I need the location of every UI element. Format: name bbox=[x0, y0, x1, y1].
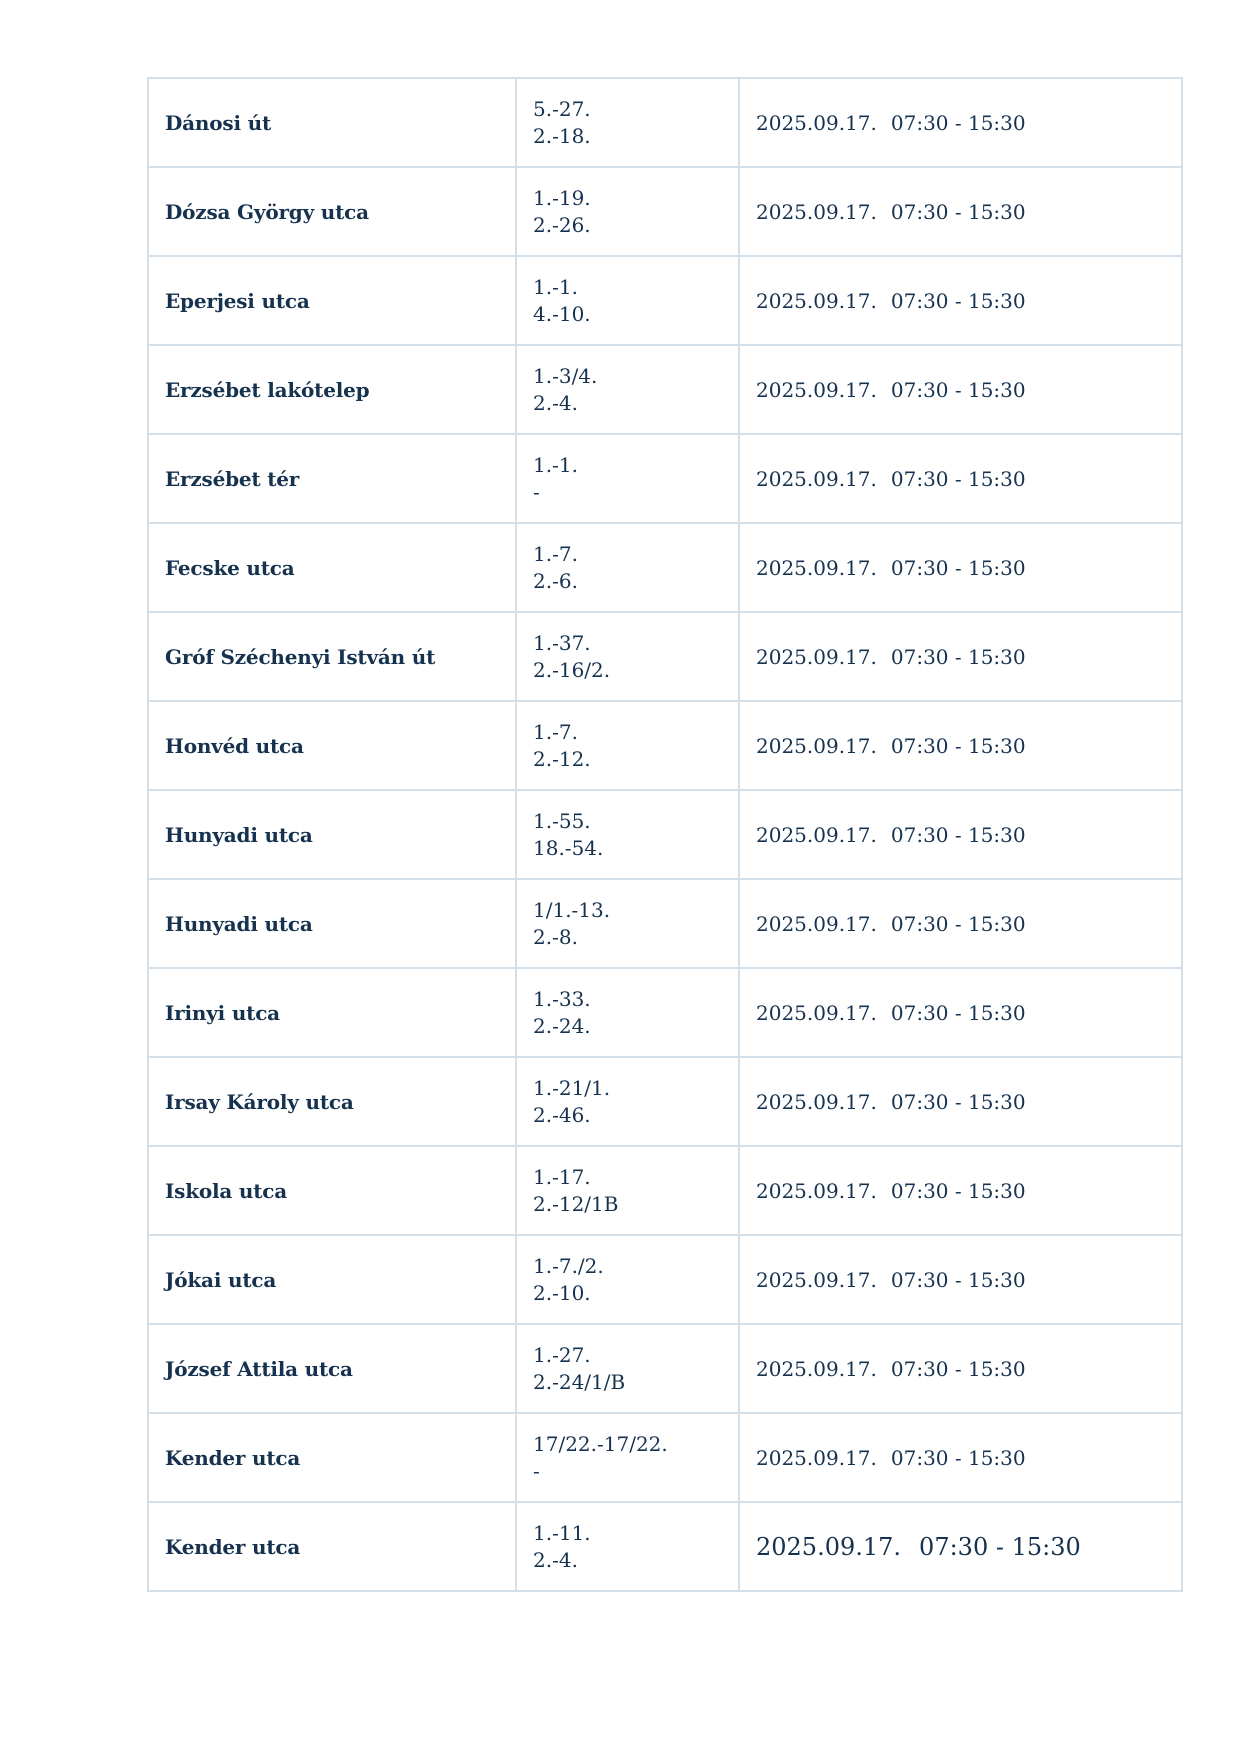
even-house-numbers: 2.-16/2. bbox=[533, 657, 611, 682]
table-row bbox=[148, 256, 1182, 345]
outage-date: 2025.09.17. bbox=[756, 1532, 902, 1561]
outage-time-cell bbox=[739, 879, 1182, 968]
outage-date: 2025.09.17. bbox=[756, 1445, 877, 1470]
outage-date: 2025.09.17. bbox=[756, 1000, 877, 1025]
outage-date: 2025.09.17. bbox=[756, 822, 877, 847]
street-name-cell: Fecske utca bbox=[148, 523, 516, 612]
outage-date: 2025.09.17. bbox=[756, 644, 877, 669]
outage-hours: 07:30 - 15:30 bbox=[890, 644, 1026, 669]
outage-hours: 07:30 - 15:30 bbox=[890, 1445, 1026, 1470]
street-name-cell: Erzsébet tér bbox=[148, 434, 516, 523]
odd-house-numbers: 1.-3/4. bbox=[533, 363, 598, 388]
outage-time-cell bbox=[739, 701, 1182, 790]
table-row bbox=[148, 1057, 1182, 1146]
even-house-numbers: 18.-54. bbox=[533, 835, 604, 860]
outage-time-cell bbox=[739, 434, 1182, 523]
odd-house-numbers: 1.-21/1. bbox=[533, 1075, 611, 1100]
even-house-numbers: - bbox=[533, 479, 540, 504]
even-house-numbers: 2.-6. bbox=[533, 568, 578, 593]
table-row bbox=[148, 345, 1182, 434]
outage-date: 2025.09.17. bbox=[756, 1267, 877, 1292]
street-name-cell: Honvéd utca bbox=[148, 701, 516, 790]
street-name-cell: Irinyi utca bbox=[148, 968, 516, 1057]
street-name-cell: Erzsébet lakótelep bbox=[148, 345, 516, 434]
outage-time-cell bbox=[739, 523, 1182, 612]
even-house-numbers: 2.-4. bbox=[533, 390, 578, 415]
odd-house-numbers: 1.-33. bbox=[533, 986, 591, 1011]
outage-date: 2025.09.17. bbox=[756, 1178, 877, 1203]
odd-house-numbers: 1.-11. bbox=[533, 1520, 591, 1545]
street-name-cell: Eperjesi utca bbox=[148, 256, 516, 345]
outage-hours: 07:30 - 15:30 bbox=[890, 1267, 1026, 1292]
house-numbers-cell bbox=[516, 879, 739, 968]
house-numbers-cell bbox=[516, 968, 739, 1057]
outage-hours: 07:30 - 15:30 bbox=[890, 110, 1026, 135]
house-numbers-cell bbox=[516, 523, 739, 612]
even-house-numbers: 2.-12. bbox=[533, 746, 591, 771]
outage-hours: 07:30 - 15:30 bbox=[890, 555, 1026, 580]
odd-house-numbers: 1.-7. bbox=[533, 541, 578, 566]
table-row bbox=[148, 968, 1182, 1057]
outage-hours: 07:30 - 15:30 bbox=[890, 1089, 1026, 1114]
outage-time-cell bbox=[739, 167, 1182, 256]
outage-time-cell bbox=[739, 78, 1182, 167]
even-house-numbers: 2.-8. bbox=[533, 924, 578, 949]
street-name-cell: Iskola utca bbox=[148, 1146, 516, 1235]
street-name-cell: Kender utca bbox=[148, 1413, 516, 1502]
even-house-numbers: 2.-4. bbox=[533, 1547, 578, 1572]
outage-schedule-table bbox=[147, 77, 1183, 1592]
table-row bbox=[148, 879, 1182, 968]
house-numbers-cell bbox=[516, 256, 739, 345]
house-numbers-cell bbox=[516, 78, 739, 167]
street-name-cell: Jókai utca bbox=[148, 1235, 516, 1324]
outage-hours: 07:30 - 15:30 bbox=[890, 199, 1026, 224]
outage-hours: 07:30 - 15:30 bbox=[890, 288, 1026, 313]
street-name-cell: Dánosi út bbox=[148, 78, 516, 167]
house-numbers-cell bbox=[516, 701, 739, 790]
odd-house-numbers: 1.-7. bbox=[533, 719, 578, 744]
table-row bbox=[148, 1324, 1182, 1413]
odd-house-numbers: 17/22.-17/22. bbox=[533, 1431, 668, 1456]
street-name-cell: Gróf Széchenyi István út bbox=[148, 612, 516, 701]
outage-time-cell bbox=[739, 612, 1182, 701]
house-numbers-cell bbox=[516, 1413, 739, 1502]
even-house-numbers: 2.-18. bbox=[533, 123, 591, 148]
outage-date: 2025.09.17. bbox=[756, 466, 877, 491]
outage-time-cell bbox=[739, 1235, 1182, 1324]
house-numbers-cell bbox=[516, 612, 739, 701]
even-house-numbers: - bbox=[533, 1458, 540, 1483]
odd-house-numbers: 1.-19. bbox=[533, 185, 591, 210]
outage-time-cell bbox=[739, 968, 1182, 1057]
even-house-numbers: 4.-10. bbox=[533, 301, 591, 326]
even-house-numbers: 2.-24/1/B bbox=[533, 1369, 626, 1394]
outage-date: 2025.09.17. bbox=[756, 555, 877, 580]
outage-date: 2025.09.17. bbox=[756, 1089, 877, 1114]
outage-time-cell bbox=[739, 345, 1182, 434]
even-house-numbers: 2.-10. bbox=[533, 1280, 591, 1305]
house-numbers-cell bbox=[516, 434, 739, 523]
outage-time-cell bbox=[739, 256, 1182, 345]
odd-house-numbers: 5.-27. bbox=[533, 96, 591, 121]
outage-date: 2025.09.17. bbox=[756, 1356, 877, 1381]
house-numbers-cell bbox=[516, 1324, 739, 1413]
even-house-numbers: 2.-46. bbox=[533, 1102, 591, 1127]
outage-date: 2025.09.17. bbox=[756, 199, 877, 224]
house-numbers-cell bbox=[516, 1057, 739, 1146]
even-house-numbers: 2.-26. bbox=[533, 212, 591, 237]
outage-time-cell bbox=[739, 1146, 1182, 1235]
house-numbers-cell bbox=[516, 167, 739, 256]
street-name-cell: Hunyadi utca bbox=[148, 790, 516, 879]
table-row bbox=[148, 434, 1182, 523]
table-row bbox=[148, 790, 1182, 879]
outage-time-cell bbox=[739, 790, 1182, 879]
outage-time-cell bbox=[739, 1502, 1182, 1591]
odd-house-numbers: 1/1.-13. bbox=[533, 897, 611, 922]
table-row bbox=[148, 1235, 1182, 1324]
outage-hours: 07:30 - 15:30 bbox=[919, 1532, 1081, 1561]
even-house-numbers: 2.-12/1B bbox=[533, 1191, 619, 1216]
table-row bbox=[148, 523, 1182, 612]
outage-time-cell bbox=[739, 1413, 1182, 1502]
street-name-cell: Hunyadi utca bbox=[148, 879, 516, 968]
table-row bbox=[148, 78, 1182, 167]
outage-date: 2025.09.17. bbox=[756, 377, 877, 402]
outage-time-cell bbox=[739, 1324, 1182, 1413]
outage-date: 2025.09.17. bbox=[756, 733, 877, 758]
outage-date: 2025.09.17. bbox=[756, 288, 877, 313]
street-name-cell: József Attila utca bbox=[148, 1324, 516, 1413]
outage-hours: 07:30 - 15:30 bbox=[890, 822, 1026, 847]
table-row bbox=[148, 167, 1182, 256]
outage-date: 2025.09.17. bbox=[756, 911, 877, 936]
street-name-cell: Dózsa György utca bbox=[148, 167, 516, 256]
house-numbers-cell bbox=[516, 345, 739, 434]
outage-hours: 07:30 - 15:30 bbox=[890, 733, 1026, 758]
house-numbers-cell bbox=[516, 1235, 739, 1324]
table-row bbox=[148, 1413, 1182, 1502]
house-numbers-cell bbox=[516, 1146, 739, 1235]
table-row bbox=[148, 1502, 1182, 1591]
outage-hours: 07:30 - 15:30 bbox=[890, 911, 1026, 936]
house-numbers-cell bbox=[516, 790, 739, 879]
odd-house-numbers: 1.-55. bbox=[533, 808, 591, 833]
house-numbers-cell bbox=[516, 1502, 739, 1591]
table-row bbox=[148, 1146, 1182, 1235]
outage-hours: 07:30 - 15:30 bbox=[890, 1000, 1026, 1025]
outage-hours: 07:30 - 15:30 bbox=[890, 1178, 1026, 1203]
table-row bbox=[148, 612, 1182, 701]
street-name-cell: Irsay Károly utca bbox=[148, 1057, 516, 1146]
outage-date: 2025.09.17. bbox=[756, 110, 877, 135]
odd-house-numbers: 1.-1. bbox=[533, 274, 578, 299]
street-name-cell: Kender utca bbox=[148, 1502, 516, 1591]
outage-hours: 07:30 - 15:30 bbox=[890, 466, 1026, 491]
table-body bbox=[148, 78, 1182, 1591]
outage-hours: 07:30 - 15:30 bbox=[890, 1356, 1026, 1381]
outage-hours: 07:30 - 15:30 bbox=[890, 377, 1026, 402]
table-row bbox=[148, 701, 1182, 790]
outage-time-cell bbox=[739, 1057, 1182, 1146]
odd-house-numbers: 1.-7./2. bbox=[533, 1253, 604, 1278]
odd-house-numbers: 1.-37. bbox=[533, 630, 591, 655]
even-house-numbers: 2.-24. bbox=[533, 1013, 591, 1038]
odd-house-numbers: 1.-1. bbox=[533, 452, 578, 477]
odd-house-numbers: 1.-17. bbox=[533, 1164, 591, 1189]
odd-house-numbers: 1.-27. bbox=[533, 1342, 591, 1367]
